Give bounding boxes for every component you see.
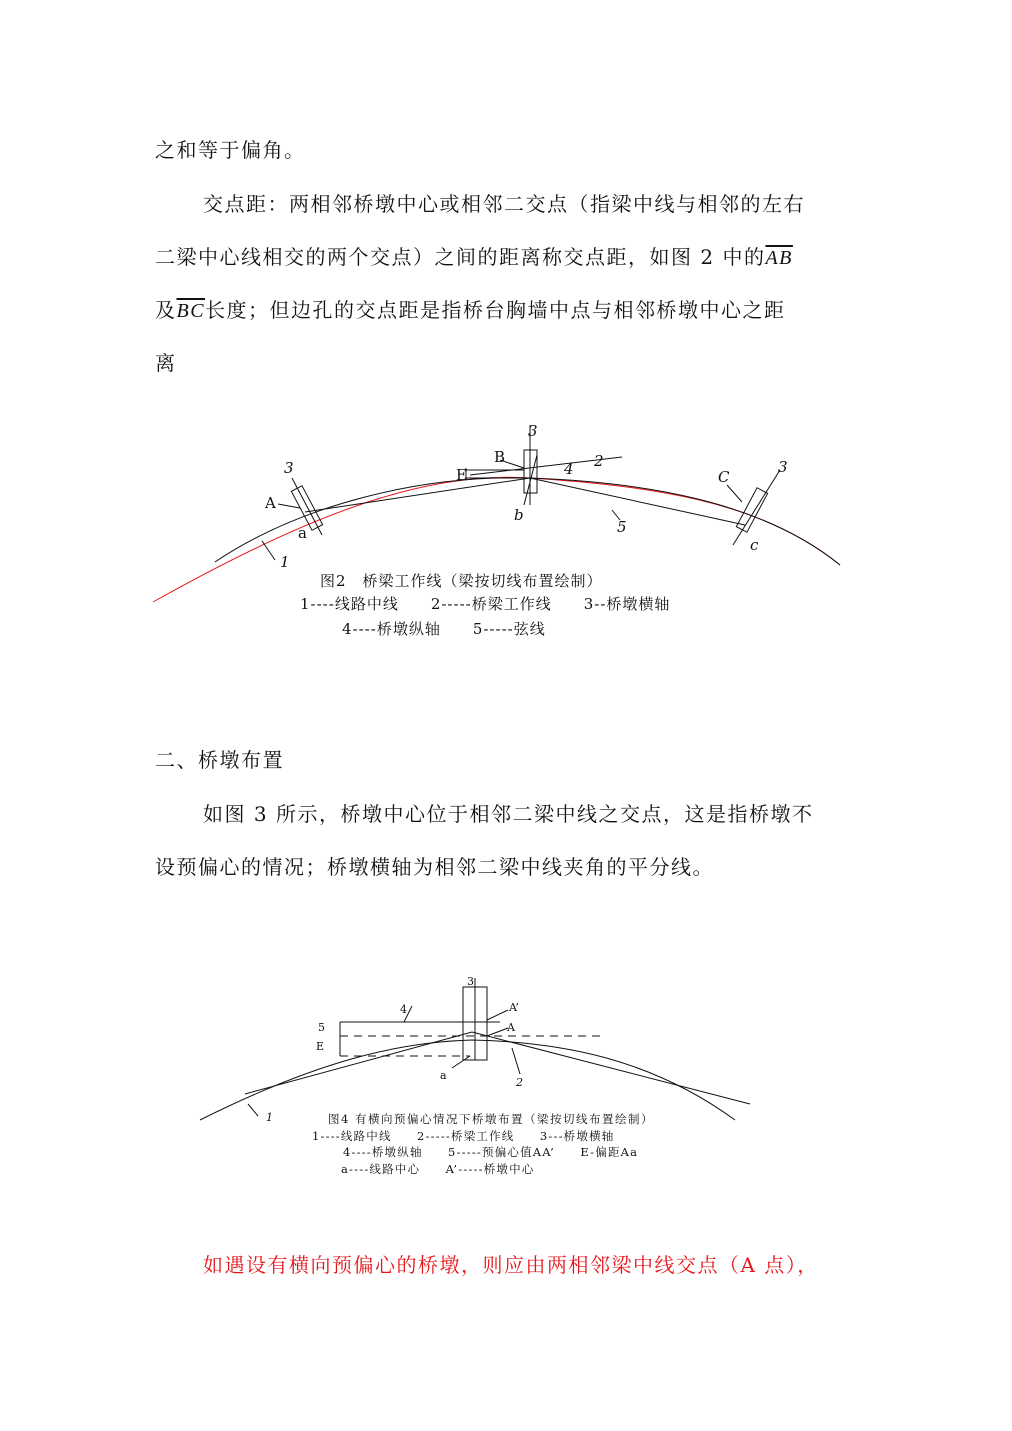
label-5-fig4: 5 [318,1021,325,1034]
paragraph-5: 离 [155,351,177,375]
leader-1-fig4 [248,1104,258,1116]
label-3-left: 3 [284,459,294,477]
figure-4-labels [266,975,523,1124]
figure-4-legend-3: a----线路中心 A’-----桥墩中心 [341,1162,535,1176]
figure-4-legend-1: 1----线路中线 2-----桥梁工作线 3---桥墩横轴 [312,1129,615,1143]
paragraph-3-text: 二梁中心线相交的两个交点）之间的距离称交点距，如图 2 中的 [155,245,766,269]
leader-a-fig4 [452,1056,470,1068]
chord-right [530,478,745,525]
chord-left [305,478,530,512]
label-A-fig4: A [507,1021,515,1034]
section-heading: 二、桥墩布置 [155,748,284,772]
figure-4-caption [312,1112,654,1176]
pier-left-axis [292,478,322,535]
label-5: 5 [617,518,627,536]
figure-4-title: 图4 有横向预偏心情况下桥墩布置（梁按切线布置绘制） [328,1112,654,1126]
label-C: C [718,468,730,486]
pier-right-axis [733,470,780,545]
label-A: A [265,494,276,512]
label-a: a [298,524,307,542]
label-b: b [514,506,524,524]
working-line-4-left [245,1032,472,1094]
leader-c [727,485,742,502]
label-1: 1 [280,553,290,571]
figure-4 [200,978,750,1120]
label-E: E [456,466,467,484]
label-c: c [750,536,759,554]
paragraph-7: 设预偏心的情况；桥墩横轴为相邻二梁中线夹角的平分线。 [155,855,714,879]
route-line-4 [200,1040,735,1120]
figure-4-legend-2: 4----桥墩纵轴 5-----预偏心值AA’ E-偏距Aa [343,1145,639,1159]
paragraph-4-text: 长度；但边孔的交点距是指桥台胸墙中点与相邻桥墩中心之距 [205,298,786,322]
label-B: B [494,448,506,466]
label-1-fig4: 1 [266,1111,273,1124]
label-3-right: 3 [778,458,788,476]
leader-Ap [487,1010,508,1020]
label-2-fig4: 2 [516,1076,523,1089]
label-Ap-fig4: A’ [509,1001,519,1014]
paragraph-1: 之和等于偏角。 [155,138,306,162]
leader-line-1 [262,541,275,560]
paragraph-4-prefix: 及 [155,298,177,322]
paragraph-2: 交点距：两相邻桥墩中心或相邻二交点（指梁中线与相邻的左右 [203,192,805,216]
segment-bc: $\overline{BC}$ [176,300,206,322]
figure-2-legend-2: 4----桥墩纵轴 5-----弦线 [342,620,546,638]
figure-2-legend-1: 1----线路中线 2-----桥梁工作线 3--桥墩横轴 [300,595,671,613]
label-a-fig4: a [440,1069,447,1082]
pier-right [736,488,767,532]
leader-a-upper [278,504,300,508]
label-3-center: 3 [528,422,538,440]
paragraph-8: 如遇设有横向预偏心的桥墩，则应由两相邻梁中线交点（A 点）， [203,1253,819,1277]
label-4-fig4: 4 [400,1003,407,1016]
leader-2-fig4 [512,1048,520,1074]
paragraph-6: 如图 3 所示，桥墩中心位于相邻二梁中线之交点，这是指桥墩不 [203,802,814,826]
leader-A-fig4 [487,1028,508,1036]
label-3-fig4: 3 [467,975,474,988]
pier-left [291,486,322,530]
figure-2-title: 图2 桥梁工作线（梁按切线布置绘制） [320,572,603,590]
figure-2-caption [300,572,670,638]
working-line-4-right [472,1032,750,1104]
segment-ab: $\overline{AB}$ [765,247,793,269]
label-4: 4 [564,460,574,478]
label-E-fig4: E [316,1040,325,1053]
label-2: 2 [594,452,604,470]
